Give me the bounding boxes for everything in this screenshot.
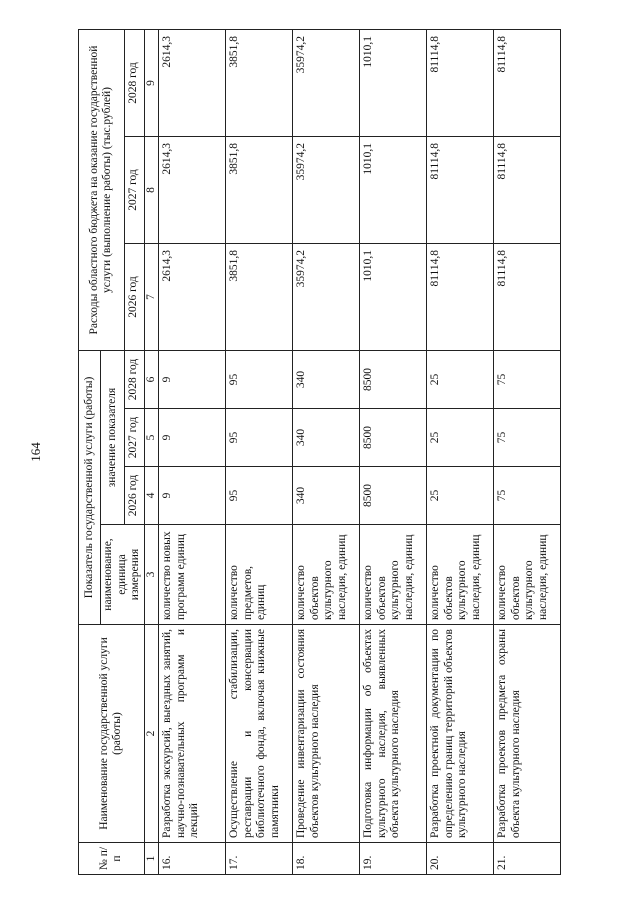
expense-2028: 3851,8 (226, 30, 293, 137)
indicator-name: количество объектов культурного наследия, единиц (293, 525, 360, 625)
table-row (159, 30, 226, 875)
expense-2027: 2614,3 (159, 137, 226, 244)
service-name: Проведение инвентаризации состояния объектов культурного наследия (293, 625, 360, 843)
column-index: 2 (144, 625, 159, 843)
value-2026: 95 (226, 467, 293, 525)
expense-2026: 3851,8 (226, 244, 293, 351)
expense-2028: 81114,8 (427, 30, 494, 137)
row-number: 21. (494, 843, 561, 875)
header-indicator-group: Показатель государственной услуги (работы) (79, 351, 101, 625)
table-row (293, 30, 360, 875)
value-2028: 9 (159, 351, 226, 409)
column-index: 5 (144, 409, 159, 467)
expense-2026: 81114,8 (494, 244, 561, 351)
expense-2027: 81114,8 (427, 137, 494, 244)
expense-2028: 81114,8 (494, 30, 561, 137)
value-2027: 9 (159, 409, 226, 467)
value-2028: 95 (226, 351, 293, 409)
indicator-name: количество предметов, единиц (226, 525, 293, 625)
value-2027: 75 (494, 409, 561, 467)
header-year: 2027 год (124, 137, 144, 244)
header-service-name: Наименование государственной услуги (работы) (79, 625, 145, 843)
row-number: 16. (159, 843, 226, 875)
table-row (494, 30, 561, 875)
expense-2026: 35974,2 (293, 244, 360, 351)
rotated-table-container (78, 30, 638, 875)
value-2026: 340 (293, 467, 360, 525)
service-name: Разработка проектов предмета охраны объекта культурного наследия (494, 625, 561, 843)
expense-2027: 1010,1 (360, 137, 427, 244)
service-name: Осуществление стабилизации, реставрации и консервации библиотечного фонда, включая книжные памятники (226, 625, 293, 843)
column-index-row (144, 30, 159, 875)
row-number: 20. (427, 843, 494, 875)
table-row (226, 30, 293, 875)
column-index: 9 (144, 30, 159, 137)
value-2027: 8500 (360, 409, 427, 467)
column-index: 3 (144, 525, 159, 625)
header-indicator-name: наименование, единица измерения (101, 525, 145, 625)
value-2028: 8500 (360, 351, 427, 409)
value-2027: 25 (427, 409, 494, 467)
header-year: 2026 год (124, 244, 144, 351)
header-no: № п/п (79, 843, 145, 875)
expense-2027: 35974,2 (293, 137, 360, 244)
indicator-name: количество объектов культурного наследия, единиц (360, 525, 427, 625)
column-index: 4 (144, 467, 159, 525)
expense-2026: 2614,3 (159, 244, 226, 351)
indicator-name: количество объектов культурного наследия, единиц (494, 525, 561, 625)
row-number: 18. (293, 843, 360, 875)
value-2027: 340 (293, 409, 360, 467)
row-number: 19. (360, 843, 427, 875)
expense-2028: 35974,2 (293, 30, 360, 137)
value-2026: 25 (427, 467, 494, 525)
column-index: 7 (144, 244, 159, 351)
header-year: 2027 год (124, 409, 144, 467)
service-name: Разработка экскурсий, выездных занятий, научно-познавательных программ и лекций (159, 625, 226, 843)
value-2028: 340 (293, 351, 360, 409)
services-table (78, 29, 561, 875)
indicator-name: количество объектов культурного наследия, единиц (427, 525, 494, 625)
value-2026: 8500 (360, 467, 427, 525)
value-2026: 75 (494, 467, 561, 525)
value-2028: 25 (427, 351, 494, 409)
column-index: 6 (144, 351, 159, 409)
expense-2027: 81114,8 (494, 137, 561, 244)
header-year: 2028 год (124, 351, 144, 409)
column-index: 8 (144, 137, 159, 244)
value-2028: 75 (494, 351, 561, 409)
header-indicator-value: значение показателя (101, 351, 125, 525)
table-row (360, 30, 427, 875)
row-number: 17. (226, 843, 293, 875)
expense-2026: 81114,8 (427, 244, 494, 351)
indicator-name: количество новых программ единиц (159, 525, 226, 625)
header-year: 2026 год (124, 467, 144, 525)
value-2027: 95 (226, 409, 293, 467)
header-expenses-group: Расходы областного бюджета на оказание государственной услуги (выполнение работы) (тыс.рублей) (79, 30, 125, 351)
page-number: 164 (28, 442, 43, 462)
service-name: Разработка проектной документации по определению границ территорий объектов культурного наследия (427, 625, 494, 843)
table-row (427, 30, 494, 875)
header-year: 2028 год (124, 30, 144, 137)
column-index: 1 (144, 843, 159, 875)
expense-2028: 1010,1 (360, 30, 427, 137)
service-name: Подготовка информации об объектах культурного наследия, выявленных объекта культурного наследия (360, 625, 427, 843)
value-2026: 9 (159, 467, 226, 525)
expense-2027: 3851,8 (226, 137, 293, 244)
expense-2028: 2614,3 (159, 30, 226, 137)
expense-2026: 1010,1 (360, 244, 427, 351)
